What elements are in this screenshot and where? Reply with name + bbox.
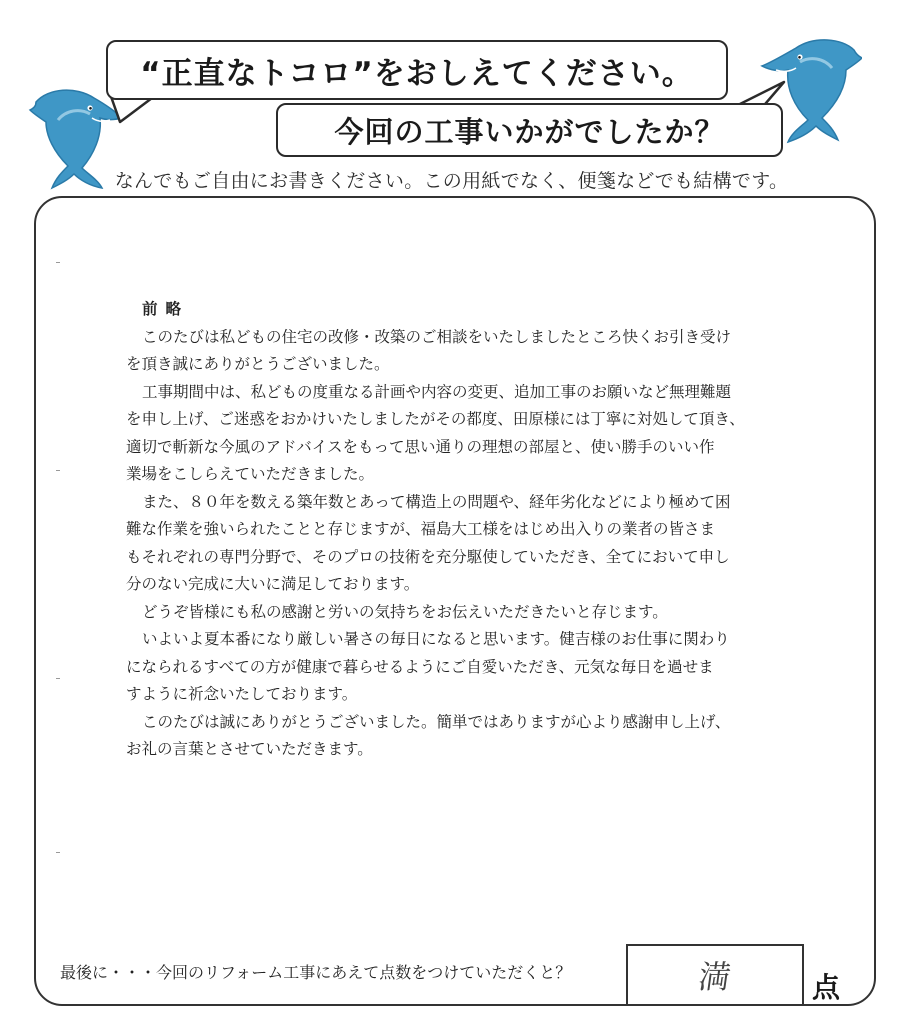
letter-line: を申し上げ、ご迷惑をおかけいたしましたがその都度、田原様には丁寧に対処して頂き、 — [126, 410, 745, 428]
letter-line: このたびは私どもの住宅の改修・改築のご相談をいたしましたところ快くお引き受け — [142, 327, 732, 346]
letter-line: このたびは誠にありがとうございました。簡単ではありますが心より感謝申し上げ、 — [142, 712, 731, 731]
score-unit: 点 — [812, 971, 841, 1004]
letter-line: お礼の言葉とさせていただきます。 — [126, 740, 373, 758]
letter-line: また、８０年を数える築年数とあって構造上の問題や、経年劣化などにより極めて困 — [142, 492, 731, 511]
letter-line: 難な作業を強いられたことと存じますが、福島大工様をはじめ出入りの業者の皆さま — [126, 520, 716, 538]
scan-mark — [56, 262, 60, 263]
letter-salutation: 前略 — [142, 300, 190, 318]
letter-line: 分のない完成に大いに満足しております。 — [126, 575, 420, 593]
headline-1-text: “正直なトコロ”をおしえてください。 — [140, 55, 694, 92]
score-box — [626, 944, 804, 1006]
headline-bubble-1 — [106, 40, 728, 100]
letter-line: どうぞ皆様にも私の感謝と労いの気持ちをお伝えいただきたいと存じます。 — [142, 602, 668, 621]
customer-letter — [126, 296, 786, 764]
letter-line: 適切で斬新な今風のアドバイスをもって思い通りの理想の部屋と、使い勝手のいい作 — [126, 437, 715, 456]
scan-mark — [56, 852, 60, 853]
headline-2-text: 今回の工事いかがでしたか？ — [334, 114, 725, 149]
instruction-text: なんでもご自由にお書きください。この用紙でなく、便箋などでも結構です。 — [114, 170, 789, 192]
letter-line: を頂き誠にありがとうございました。 — [126, 355, 390, 373]
letter-line: 業場をこしらえていただきました。 — [126, 465, 375, 483]
score-question: 最後に・・・今回のリフォーム工事にあえて点数をつけていただくと？ — [60, 963, 572, 982]
letter-line: になられるすべての方が健康で暮らせるようにご自愛いただき、元気な毎日を過せま — [126, 657, 714, 676]
scan-mark — [56, 678, 60, 679]
score-value: 満 — [696, 958, 734, 996]
letter-line: いよいよ夏本番になり厳しい暑さの毎日になると思います。健吉様のお仕事に関わり — [142, 630, 730, 648]
letter-line: 工事期間中は、私どもの度重なる計画や内容の変更、追加工事のお願いなど無理難題 — [142, 382, 732, 401]
scan-mark — [56, 470, 60, 471]
letter-line: すように祈念いたしております。 — [126, 685, 358, 703]
letter-line: もそれぞれの専門分野で、そのプロの技術を充分駆使していただき、全てにおいて申し — [126, 547, 730, 566]
headline-bubble-2 — [276, 103, 783, 157]
